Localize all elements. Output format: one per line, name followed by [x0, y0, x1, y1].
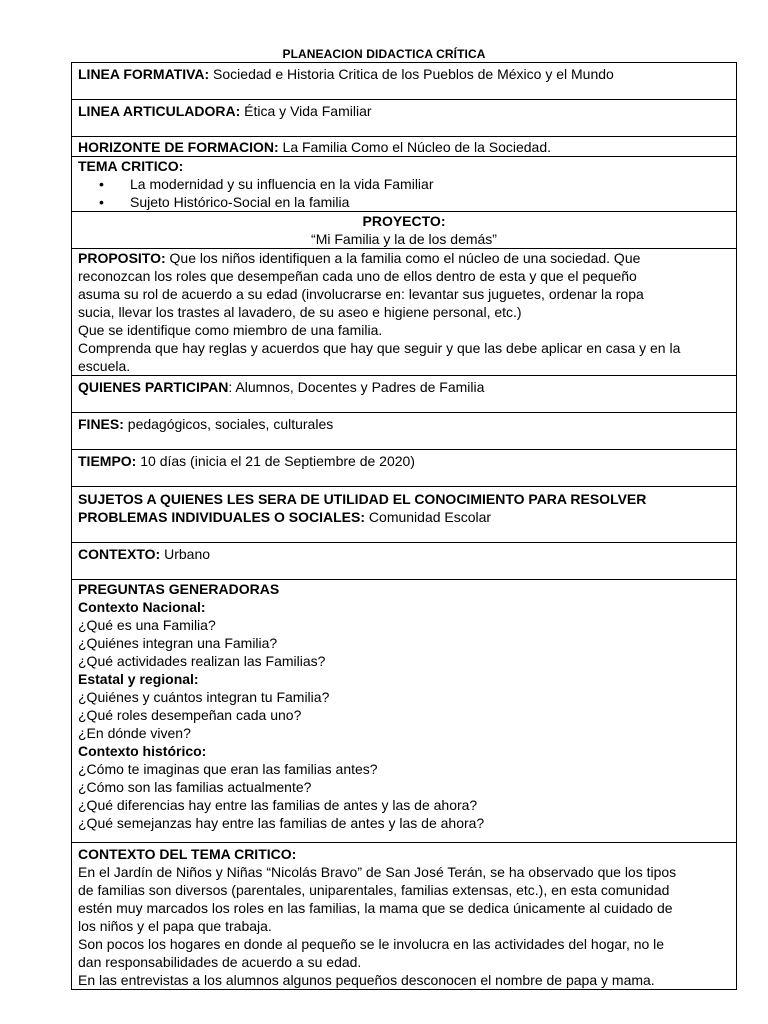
row-sujetos [72, 487, 737, 543]
tema-critico-label: TEMA CRITICO: [78, 158, 184, 174]
proposito-label: PROPOSITO: [78, 250, 166, 266]
row-tema-critico [72, 157, 737, 212]
contexto-tema-heading: CONTEXTO DEL TEMA CRITICO: [78, 846, 297, 862]
question-item: ¿Quiénes integran una Familia? [78, 635, 278, 651]
tiempo-value: 10 días (inicia el 21 de Septiembre de 2020) [136, 453, 415, 469]
planning-table [71, 62, 737, 990]
question-item: ¿En dónde viven? [78, 725, 191, 741]
proposito-line: reconozcan los roles que desempeñan cada uno de ellos dentro de esta y que el pequeño [78, 268, 637, 284]
sujetos-label-line2: PROBLEMAS INDIVIDUALES O SOCIALES: [78, 509, 366, 525]
horizonte-value: La Familia Como el Núcleo de la Sociedad. [278, 139, 552, 155]
row-proyecto [72, 212, 737, 249]
list-item: • Sujeto Histórico-Social en la familia [130, 193, 730, 211]
contexto-tema-line: dan responsabilidades de acuerdo a su edad. [78, 954, 362, 970]
contexto-historico-label: Contexto histórico: [78, 743, 207, 759]
row-quienes-participan [72, 376, 737, 413]
question-item: ¿Qué roles desempeñan cada uno? [78, 707, 302, 723]
contexto-nacional-label: Contexto Nacional: [78, 599, 206, 615]
row-linea-articuladora [72, 100, 737, 137]
row-fines [72, 413, 737, 450]
proyecto-value: “Mi Familia y la de los demás” [311, 231, 497, 247]
proposito-line: Que se identifique como miembro de una familia. [78, 322, 383, 338]
contexto-tema-line: En las entrevistas a los alumnos algunos pequeños desconocen el nombre de papa y mama. [78, 972, 655, 988]
row-contexto-tema [72, 843, 737, 990]
contexto-tema-line: Son pocos los hogares en donde al pequeño se le involucra en las actividades del hogar, no le [78, 936, 665, 952]
contexto-value: Urbano [160, 546, 211, 562]
row-contexto [72, 543, 737, 580]
proposito-line: asuma su rol de acuerdo a su edad (involucrarse en: levantar sus juguetes, ordenar la ropa [78, 286, 644, 302]
tiempo-label: TIEMPO: [78, 453, 137, 469]
quienes-value: : Alumnos, Docentes y Padres de Familia [228, 379, 485, 395]
contexto-tema-line: En el Jardín de Niños y Niñas “Nicolás Bravo” de San José Terán, se ha observado que los tipos [78, 864, 677, 880]
list-item: • La modernidad y su influencia en la vida Familiar [130, 175, 730, 193]
proposito-line: escuela. [78, 358, 131, 374]
row-tiempo [72, 450, 737, 487]
row-proposito [72, 249, 737, 376]
proposito-line: sucia, llevar los trastes al lavadero, de su aseo e higiene personal, etc.) [78, 304, 522, 320]
proposito-line: Comprenda que hay reglas y acuerdos que hay que seguir y que las debe aplicar en casa y en la [78, 340, 681, 356]
contexto-tema-line: estén muy marcados los roles en las familias, la mama que se dedica únicamente al cuidado de [78, 900, 673, 916]
estatal-regional-label: Estatal y regional: [78, 671, 199, 687]
question-item: ¿Cómo te imaginas que eran las familias antes? [78, 761, 378, 777]
tema-critico-list [78, 175, 730, 211]
fines-label: FINES: [78, 416, 124, 432]
sujetos-label-line1: SUJETOS A QUIENES LES SERA DE UTILIDAD EL CONOCIMIENTO PARA RESOLVER [78, 491, 647, 507]
row-linea-formativa [72, 63, 737, 100]
question-item: ¿Qué diferencias hay entre las familias de antes y las de ahora? [78, 797, 478, 813]
preguntas-heading: PREGUNTAS GENERADORAS [78, 581, 280, 597]
quienes-label: QUIENES PARTICIPAN [78, 379, 229, 395]
row-horizonte [72, 137, 737, 157]
row-preguntas [72, 580, 737, 843]
question-item: ¿Qué es una Familia? [78, 617, 216, 633]
question-item: ¿Qué actividades realizan las Familias? [78, 653, 326, 669]
horizonte-label: HORIZONTE DE FORMACION: [78, 139, 279, 155]
linea-formativa-value: Sociedad e Historia Critica de los Pueblos de México y el Mundo [209, 66, 614, 82]
question-item: ¿Quiénes y cuántos integran tu Familia? [78, 689, 330, 705]
linea-formativa-label: LINEA FORMATIVA: [78, 66, 210, 82]
proyecto-label: PROYECTO: [362, 213, 446, 229]
sujetos-value: Comunidad Escolar [365, 509, 492, 525]
document-title: PLANEACION DIDACTICA CRÍTICA [282, 47, 486, 61]
proposito-line: Que los niños identifiquen a la familia como el núcleo de una sociedad. Que [165, 250, 641, 266]
question-item: ¿Cómo son las familias actualmente? [78, 779, 312, 795]
linea-articuladora-label: LINEA ARTICULADORA: [78, 103, 241, 119]
contexto-label: CONTEXTO: [78, 546, 161, 562]
linea-articuladora-value: Ética y Vida Familiar [240, 103, 372, 119]
contexto-tema-line: los niños y el papa que trabaja. [78, 918, 272, 934]
contexto-tema-line: de familias son diversos (parentales, uniparentales, familias extensas, etc.), en esta comunidad [78, 882, 670, 898]
fines-value: pedagógicos, sociales, culturales [123, 416, 334, 432]
question-item: ¿Qué semejanzas hay entre las familias de antes y las de ahora? [78, 815, 485, 831]
